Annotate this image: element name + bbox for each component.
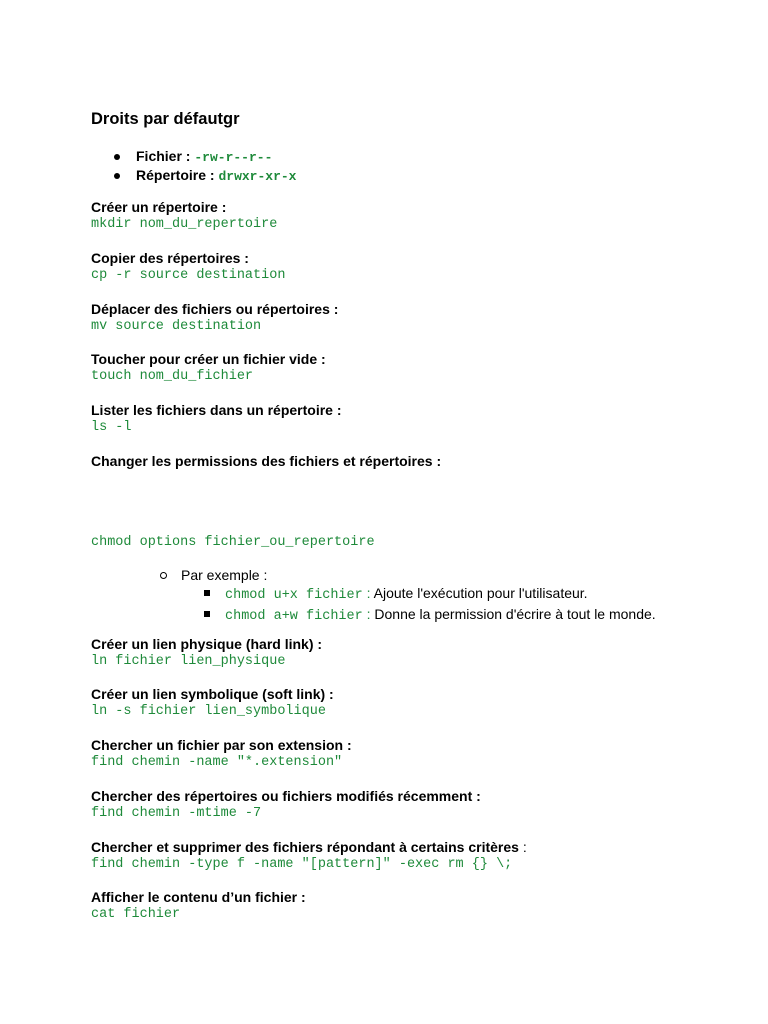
example-separator: : — [362, 585, 374, 601]
list-item — [160, 566, 656, 624]
command-code: ls -l — [91, 420, 132, 435]
section-list-files — [91, 401, 342, 437]
section-move-files — [91, 300, 338, 336]
section-heading: Toucher pour créer un fichier vide : — [91, 351, 326, 367]
example-description: Donne la permission d'écrire à tout le monde. — [374, 606, 656, 622]
command-code: mv source destination — [91, 319, 262, 334]
page-title: Droits par défautgr — [91, 110, 240, 128]
command-code: cp -r source destination — [91, 268, 286, 283]
command-code: find chemin -type f -name "[pattern]" -exec rm {} \; — [91, 857, 513, 872]
list-item — [204, 605, 656, 626]
section-touch-file — [91, 350, 326, 386]
section-heading: Chercher et supprimer des fichiers répondant à certains critères — [91, 839, 519, 855]
section-heading: Changer les permissions des fichiers et répertoires : — [91, 453, 442, 469]
example-code: chmod u+x fichier — [225, 588, 363, 603]
permission-value: drwxr-xr-x — [218, 169, 297, 184]
section-create-directory — [91, 198, 277, 234]
command-code: touch nom_du_fichier — [91, 369, 254, 384]
section-heading: Créer un répertoire : — [91, 199, 227, 215]
section-heading: Créer un lien physique (hard link) : — [91, 636, 323, 652]
section-heading: Chercher un fichier par son extension : — [91, 737, 352, 753]
example-code: chmod a+w fichier — [225, 609, 363, 624]
command-code: mkdir nom_du_repertoire — [91, 217, 278, 232]
section-heading-row — [91, 838, 527, 856]
section-find-delete — [91, 838, 527, 874]
section-soft-link — [91, 685, 334, 721]
command-code: find chemin -name "*.extension" — [91, 755, 343, 770]
default-permissions-list — [112, 147, 296, 185]
example-description: Ajoute l'exécution pour l'utilisateur. — [373, 585, 588, 601]
section-find-modified — [91, 787, 481, 823]
list-item — [112, 147, 296, 166]
section-cat-file — [91, 888, 306, 924]
example-label: Par exemple : — [181, 567, 268, 583]
section-heading: Lister les fichiers dans un répertoire : — [91, 402, 342, 418]
list-item — [204, 584, 656, 605]
chmod-command-code: chmod options fichier_ou_repertoire — [91, 535, 375, 550]
command-code: find chemin -mtime -7 — [91, 806, 262, 821]
list-item — [112, 166, 296, 185]
section-heading: Déplacer des fichiers ou répertoires : — [91, 301, 339, 317]
section-heading-tail: : — [518, 839, 527, 855]
chmod-example-list — [160, 566, 656, 624]
section-find-extension — [91, 736, 352, 772]
permission-value: -rw-r--r-- — [194, 150, 273, 165]
section-copy-directories — [91, 249, 285, 285]
section-heading: Chercher des répertoires ou fichiers modifiés récemment : — [91, 788, 481, 804]
command-code: ln fichier lien_physique — [91, 654, 286, 669]
section-change-permissions — [91, 452, 441, 470]
command-code: ln -s fichier lien_symbolique — [91, 704, 326, 719]
section-heading: Copier des répertoires : — [91, 250, 249, 266]
chmod-examples — [204, 584, 656, 626]
example-separator: : — [362, 606, 375, 622]
section-heading: Afficher le contenu d’un fichier : — [91, 889, 306, 905]
list-item-label: Répertoire : — [136, 167, 215, 183]
list-item-label: Fichier : — [136, 148, 191, 164]
command-code: cat fichier — [91, 907, 181, 922]
section-hard-link — [91, 635, 322, 671]
section-heading: Créer un lien symbolique (soft link) : — [91, 686, 334, 702]
